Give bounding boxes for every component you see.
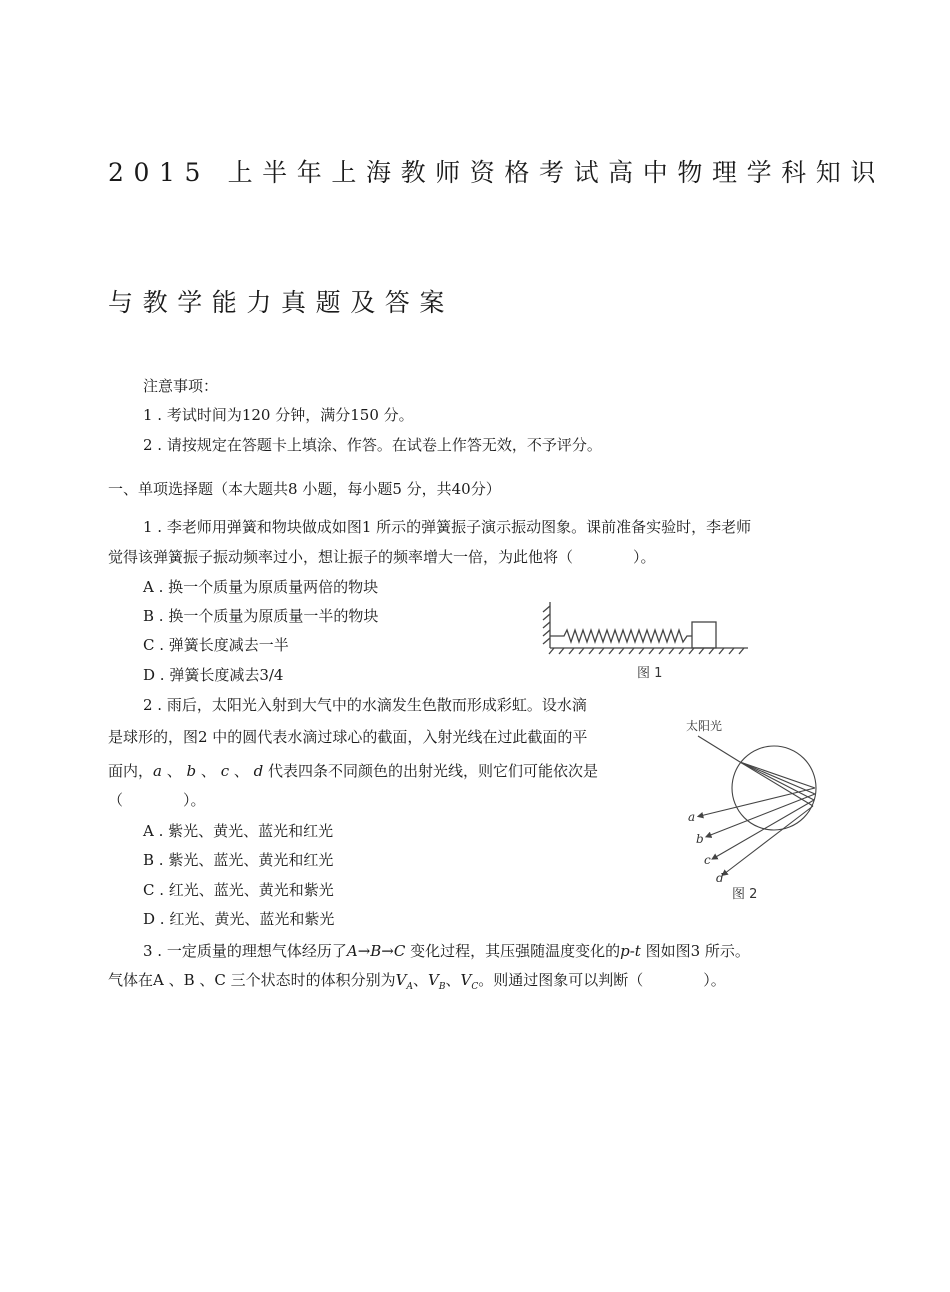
q3-stem-line-2 bbox=[108, 969, 726, 998]
q2-var-c: c bbox=[220, 762, 230, 780]
q3-stem-line-1 bbox=[143, 940, 750, 962]
q2-stem-line-1: 2 . 雨后，太阳光入射到大气中的水滴发生色散而形成彩虹。设水滴 bbox=[143, 696, 587, 714]
q1-stem-line-2: 觉得该弹簧振子振动频率过小，想让振子的频率增大一倍，为此他将（ ）。 bbox=[108, 548, 656, 566]
q2-sep-1: 、 bbox=[161, 762, 182, 780]
figure-2-ray-label-c: c bbox=[704, 853, 711, 867]
page-title-line-2: 与教学能力真题及答案 bbox=[108, 288, 455, 317]
q2-line3-end: 代表四条不同颜色的出射光线，则它们可能依次是 bbox=[263, 762, 599, 780]
q3-line2-end: 。则通过图象可以判断（ ）。 bbox=[478, 971, 726, 989]
notice-heading: 注意事项： bbox=[143, 377, 219, 395]
q2-option-c: C . 红光、蓝光、黄光和紫光 bbox=[143, 881, 334, 899]
q3-vb: V bbox=[428, 971, 439, 989]
q2-stem-line-4: （ ）。 bbox=[108, 791, 206, 809]
q2-var-a: a bbox=[153, 762, 162, 780]
figure-2-ray-label-a: a bbox=[688, 810, 696, 824]
q3-va-sub: A bbox=[406, 982, 413, 992]
q2-stem-line-2: 是球形的，图2 中的圆代表水滴过球心的截面，入射光线在过此截面的平 bbox=[108, 728, 588, 746]
figure-2-ray-label-b: b bbox=[696, 832, 704, 846]
q1-option-a: A . 换一个质量为原质量两倍的物块 bbox=[143, 578, 379, 596]
figure-2-caption: 图 2 bbox=[732, 887, 758, 902]
q3-pt: p-t bbox=[620, 942, 641, 960]
q3-line1-end: 图如图3 所示。 bbox=[640, 942, 750, 960]
q3-vc: V bbox=[460, 971, 472, 989]
q2-option-a: A . 紫光、黄光、蓝光和红光 bbox=[143, 822, 334, 840]
q2-sep-3: 、 bbox=[229, 762, 249, 780]
q1-option-c: C . 弹簧长度减去一半 bbox=[143, 636, 289, 654]
figure-2-ray-label-d: d bbox=[716, 871, 724, 885]
q2-sep-2: 、 bbox=[196, 762, 216, 780]
q3-va: V bbox=[395, 971, 407, 989]
page-title-line-1: 2015 上半年上海教师资格考试高中物理学科知识 bbox=[108, 158, 885, 187]
q1-stem-line-1: 1 . 李老师用弹簧和物块做成如图1 所示的弹簧振子演示振动图象。课前准备实验时，李老师 bbox=[143, 518, 752, 536]
notice-item-2: 2 . 请按规定在答题卡上填涂、作答。在试卷上作答无效，不予评分。 bbox=[143, 436, 602, 454]
q3-sep-b: 、 bbox=[445, 971, 461, 989]
section-heading: 一、单项选择题（本大题共8 小题，每小题5 分，共40分） bbox=[108, 480, 501, 498]
q3-line1-middle: 变化过程，其压强随温度变化的 bbox=[405, 942, 621, 960]
q3-vc-sub: C bbox=[471, 982, 479, 992]
q3-process: A→B→C bbox=[346, 942, 406, 960]
q2-var-b: b bbox=[186, 762, 197, 780]
q3-vb-sub: B bbox=[438, 982, 446, 992]
q2-stem-line-3 bbox=[108, 760, 598, 782]
q2-option-b: B . 紫光、蓝光、黄光和红光 bbox=[143, 851, 334, 869]
q2-line3-start: 面内， bbox=[108, 762, 154, 780]
q1-option-b: B . 换一个质量为原质量一半的物块 bbox=[143, 607, 379, 625]
notice-item-1: 1 . 考试时间为120 分钟，满分150 分。 bbox=[143, 406, 414, 424]
q3-line2-start: 气体在A 、B 、C 三个状态时的体积分别为 bbox=[108, 971, 396, 989]
q3-line1-start: 3 . 一定质量的理想气体经历了 bbox=[143, 942, 347, 960]
q3-sep-a: 、 bbox=[412, 971, 428, 989]
q2-var-d: d bbox=[253, 762, 264, 780]
figure-2-sun-label: 太阳光 bbox=[686, 719, 723, 733]
figure-2-water-droplet bbox=[672, 706, 828, 910]
q2-option-d: D . 红光、黄光、蓝光和紫光 bbox=[143, 910, 335, 928]
q1-option-d: D . 弹簧长度减去3/4 bbox=[143, 666, 284, 684]
figure-1-caption: 图 1 bbox=[637, 666, 663, 681]
